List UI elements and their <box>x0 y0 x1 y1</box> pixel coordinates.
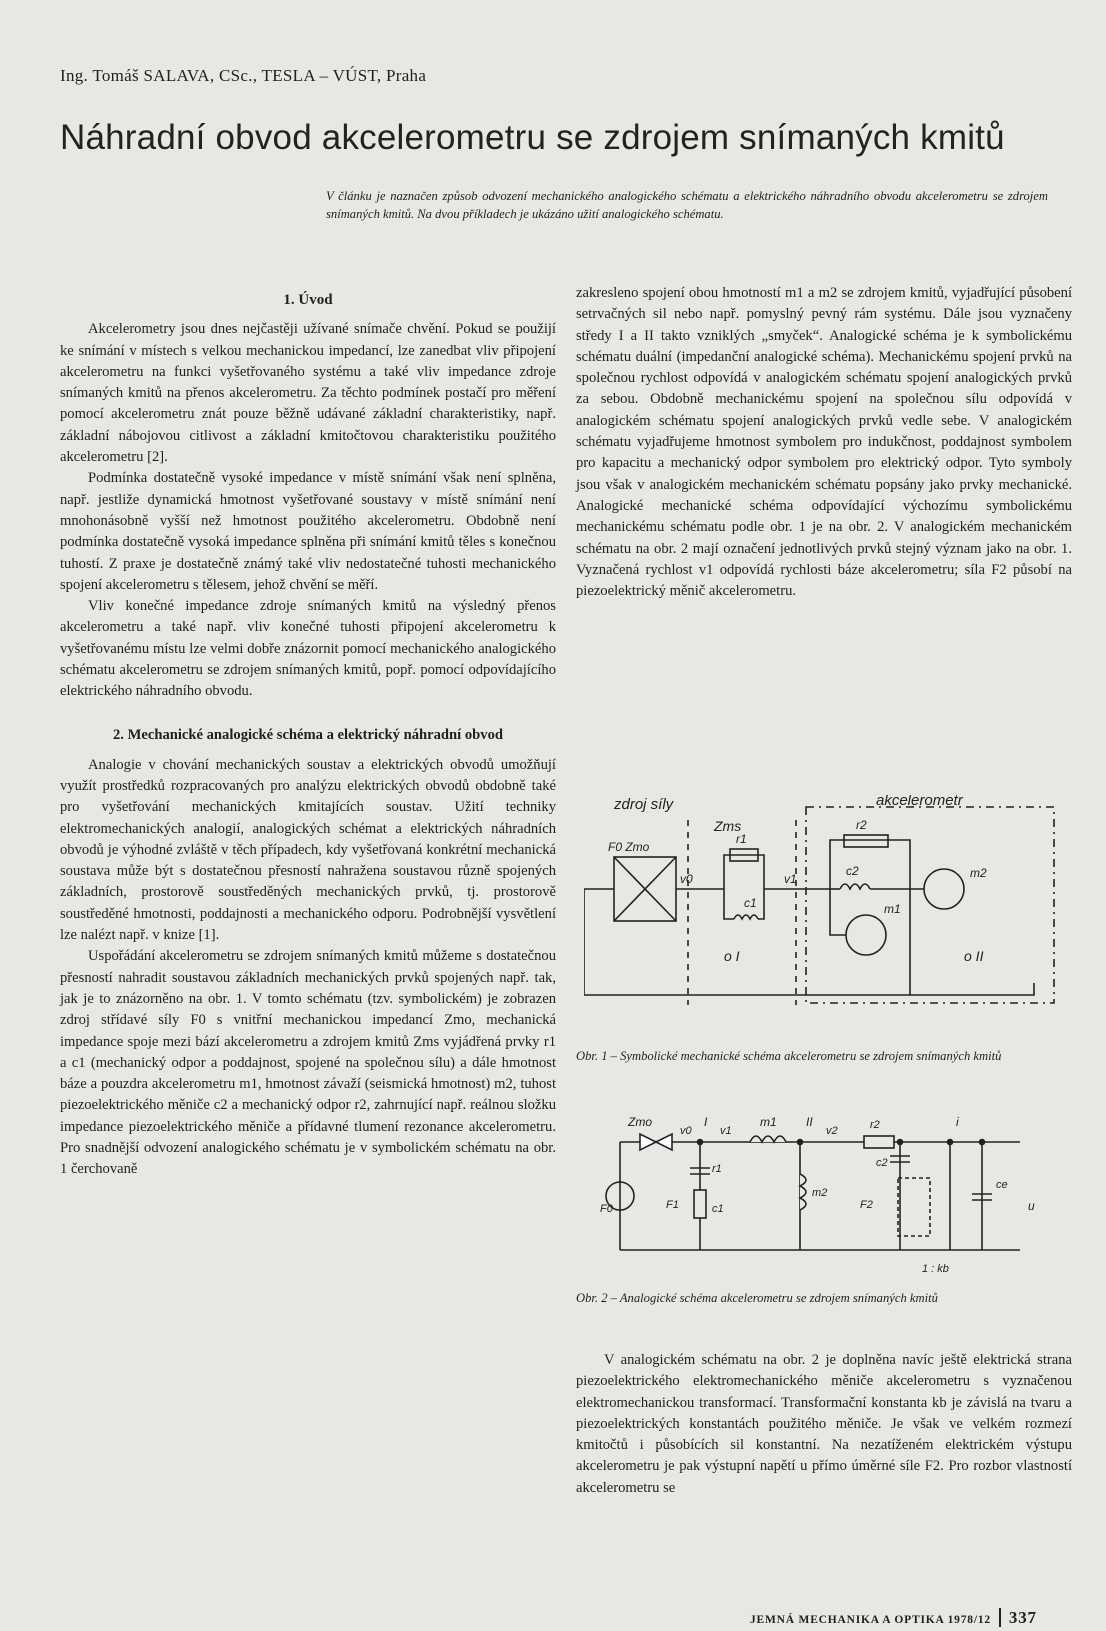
fig2-i: i <box>956 1115 959 1129</box>
paragraph: Akcelerometry jsou dnes nejčastěji užívané snímače chvění. Pokud se použijí ke snímání v místech s velkou mechanickou impedancí, lze zanedbat vliv připojení akcelerometru na funkci vyšetřovaného systému a také vliv impedance zdroje snímaných kmitů na přenos akcelerometru. Za těchto podmínek postačí pro měření pomocí akcelerometru znát pouze běžně udávané základní charakteristiky, např. základní nábojovou citlivost a základní kmitočtovou charakteristiku použitého akcelerometru [2]. <box>60 321 556 466</box>
left-column <box>60 280 556 1181</box>
fig2-m1: m1 <box>760 1115 777 1129</box>
fig2-v0: v0 <box>680 1125 692 1137</box>
fig2-ce: ce <box>996 1179 1008 1191</box>
figure-1-symbolic-schematic <box>584 795 1064 1035</box>
fig2-F2: F2 <box>860 1199 873 1211</box>
fig2-c2: c2 <box>876 1157 888 1169</box>
figure-2-analog-schematic <box>600 1112 1060 1282</box>
fig1-label-accel: akcelerometr <box>876 795 963 809</box>
page-number: 337 <box>999 1608 1037 1627</box>
paragraph: Vliv konečné impedance zdroje snímaných kmitů na výsledný přenos akcelerometru a také např. vliv konečné tuhosti připojení akcelerometru k vyšetřovanému místu lze velmi dobře znázornit pomocí mechanického analogického schématu akcelerometru se zdrojem snímaných kmitů, popř. pomocí odpovídajícího elektrického náhradního obvodu. <box>60 598 556 700</box>
fig1-v1: v1 <box>784 872 797 886</box>
fig2-F0: F0 <box>600 1203 613 1215</box>
fig1-node-1: o I <box>724 948 740 964</box>
fig1-zms: Zms <box>714 818 742 834</box>
paragraph: zakresleno spojení obou hmotností m1 a m2 se zdrojem kmitů, vyjadřující působení setrvačných sil nebo např. pomyslný pevný rám systému. Dále jsou vyznačeny středy I a II takto vzniklých „smyček“. Analogické schéma je k symbolickému schématu duální (impedanční analogické schéma). Mechanickému spojení prvků na společnou rychlost odpovídá v analogickém schématu spojení analogických prvků za sebou. Obdobně mechanickému spojení na společnou sílu odpovídá v analogickém schématu spojení analogických prvků vedle sebe. V analogickém schématu vyjadřujeme hmotnost symbolem pro indukčnost, poddajnost symbolem pro kapacitu a mechanický odpor symbolem pro elektrický odpor. Tyto symboly jsou však v analogickém mechanickém schématu popsány jako prvky mechanické. Analogické mechanické schéma odpovídající výchozímu symbolickému mechanickému schématu podle obr. 1 je na obr. 2. V analogickém mechanickém schématu na obr. 2 mají označení jednotlivých prvků stejný význam jako na obr. 1. Vyznačená rychlost v1 odpovídá rychlosti báze akcelerometru; síla F2 působí na piezoelektrický měnič akcelerometru. <box>576 285 1072 600</box>
journal-name: JEMNÁ MECHANIKA A OPTIKA 1978/12 <box>750 1614 991 1626</box>
fig1-c2: c2 <box>846 864 859 878</box>
paragraph: Podmínka dostatečně vysoké impedance v místě snímání však není splněna, např. jestliže dynamická hmotnost vyšetřované soustavy v místě snímání není mnohonásobně vyšší než hmotnost použitého akcelerometru. Obdobně není podmínka dostatečně vysoká impedance splněna při snímání kmitů těles s konečnou tuhostí. Z praxe je dostatečně známý také vliv nedostatečné tuhosti mechanického spojení akcelerometru s tělesem, jehož chvění se měří. <box>60 470 556 593</box>
fig1-c1: c1 <box>744 896 757 910</box>
fig1-m1: m1 <box>884 902 901 916</box>
fig2-c1: c1 <box>712 1203 724 1215</box>
paragraph: Analogie v chování mechanických soustav a elektrických obvodů umožňují využít prostředků rozpracovaných pro analýzu elektrických obvodů obdobně také pro vyšetřování mechanických kmitajících soustav. Užití techniky elektromechanických analogií, analogických schémat a elektrických náhradních obvodů je výhodné zvláště v těch případech, kdy vyšetřovaná konkrétní mechanická soustava může být s dostatečnou přesností nahražena soustavou různě spojených základních, prostorově soustředěných mechanických prvků, tj. prostorově soustředěné hmotnosti, poddajnosti a mechanického odporu. Podrobnější vysvětlení lze nalézt např. v knize [1]. <box>60 756 556 944</box>
fig1-node-2: o II <box>964 948 984 964</box>
page-footer <box>750 1608 1037 1628</box>
fig1-m2: m2 <box>970 866 987 880</box>
fig2-v2: v2 <box>826 1125 838 1137</box>
author-line: Ing. Tomáš SALAVA, CSc., TESLA – VÚST, Praha <box>60 66 427 85</box>
fig2-kb: 1 : kb <box>922 1263 949 1275</box>
section-1-heading: 1. Úvod <box>283 292 333 308</box>
fig1-f0-zmo: F0 Zmo <box>608 840 650 854</box>
figure-1-caption: Obr. 1 – Symbolické mechanické schéma akcelerometru se zdrojem snímaných kmitů <box>576 1049 1002 1063</box>
paragraph: Uspořádání akcelerometru se zdrojem snímaných kmitů můžeme s dostatečnou přesností nahradit soustavou základních mechanických prvků spojených např. tak, jak je to znázorněno na obr. 1. V tomto schématu (tzv. symbolickém) je zobrazen zdroj střídavé síly F0 s vnitřní mechanickou impedancí Zmo, mechanická impedance spoje mezi bází akcelerometru a zdrojem kmitů Zms vyjádřená prvky r1 a c1 (mechanický odpor a poddajnost, spojené na společnou sílu) a dále hmotnost báze a pouzdra akcelerometru m1, hmotnost závaží (seismická hmotnost) m2, tuhost piezoelektrického měniče c2 a mechanický odpor r2, zahrnující např. reálnou složku impedance piezoelektrického měniče a přídavné tlumení rezonance akcelerometru. Pro snadnější odvození analogického schématu je v symbolickém schématu na obr. 1 čerchovaně <box>60 948 556 1178</box>
fig2-v1: v1 <box>720 1125 732 1137</box>
fig1-label-source: zdroj síly <box>614 796 674 813</box>
figure-2-caption: Obr. 2 – Analogické schéma akcelerometru se zdrojem snímaných kmitů <box>576 1291 938 1305</box>
right-column-bottom <box>576 1350 1072 1499</box>
fig2-u: u <box>1028 1199 1035 1213</box>
fig1-r2: r2 <box>856 818 867 832</box>
section-2-heading: 2. Mechanické analogické schéma a elektrický náhradní obvod <box>113 726 503 743</box>
fig2-II: II <box>806 1115 813 1129</box>
article-title: Náhradní obvod akcelerometru se zdrojem snímaných kmitů <box>60 118 1005 157</box>
fig1-v0: v0 <box>680 872 693 886</box>
abstract: V článku je naznačen způsob odvození mechanického analogického schématu a elektrického náhradního obvodu akcelerometru se zdrojem snímaných kmitů. Na dvou příkladech je ukázáno užití analogického schématu. <box>326 189 1048 221</box>
fig1-r1: r1 <box>736 832 747 846</box>
fig2-F1: F1 <box>666 1199 679 1211</box>
fig2-zmo: Zmo <box>628 1115 652 1129</box>
fig2-r2: r2 <box>870 1119 880 1131</box>
fig2-r1: r1 <box>712 1163 722 1175</box>
fig2-m2: m2 <box>812 1187 828 1199</box>
right-column-top <box>576 283 1072 602</box>
fig2-I: I <box>704 1115 708 1129</box>
paragraph: V analogickém schématu na obr. 2 je doplněna navíc ještě elektrická strana piezoelektrického elektromechanického měniče akcelerometru s vyznačenou elektromechanickou transformací. Transformační konstanta kb je závislá na tvaru a piezoelektrických konstantách použitého měniče. Je však ve velkém rozmezí kmitočtů i působících sil konstantní. Na nezatíženém elektrickém výstupu akcelerometru je pak výstupní napětí u přímo úměrné síle F2. Pro rozbor vlastností akcelerometru se <box>576 1352 1072 1496</box>
